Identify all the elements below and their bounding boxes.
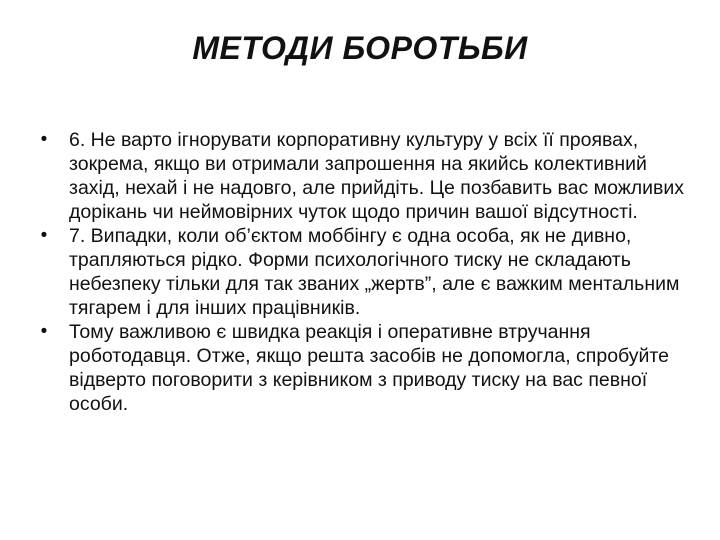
- bullet-icon: •: [40, 225, 48, 246]
- bullet-icon: •: [40, 129, 48, 150]
- bullet-text: 7. Випадки, коли об’єктом моббінгу є одна особа, як не дивно, трапляються рідко. Форми психологічного тиску не складають небезпеку тільки для так званих „жертв”, але є важким ментальним тягарем і для інших працівників.: [69, 225, 680, 319]
- bullet-item-1: [36, 128, 686, 224]
- slide-title: МЕТОДИ БОРОТЬБИ: [192, 30, 528, 66]
- bullet-text: 6. Не варто ігнорувати корпоративну культуру у всіх її проявах, зокрема, якщо ви отримали запрошення на якийсь колективний захід, нехай і не надовго, але прийдіть. Це позбавить вас можливих дорікань чи неймовірних чуток щодо причин вашої відсутності.: [69, 129, 685, 223]
- bullet-text: Тому важливою є швидка реакція і оперативне втручання роботодавця. Отже, якщо решта засобів не допомогла, спробуйте відверто поговорити з керівником з приводу тиску на вас певної особи.: [69, 321, 669, 415]
- bullet-item-3: [36, 320, 686, 416]
- bullet-item-2: [36, 224, 686, 320]
- bullet-list: [36, 128, 686, 416]
- bullet-icon: •: [40, 321, 48, 342]
